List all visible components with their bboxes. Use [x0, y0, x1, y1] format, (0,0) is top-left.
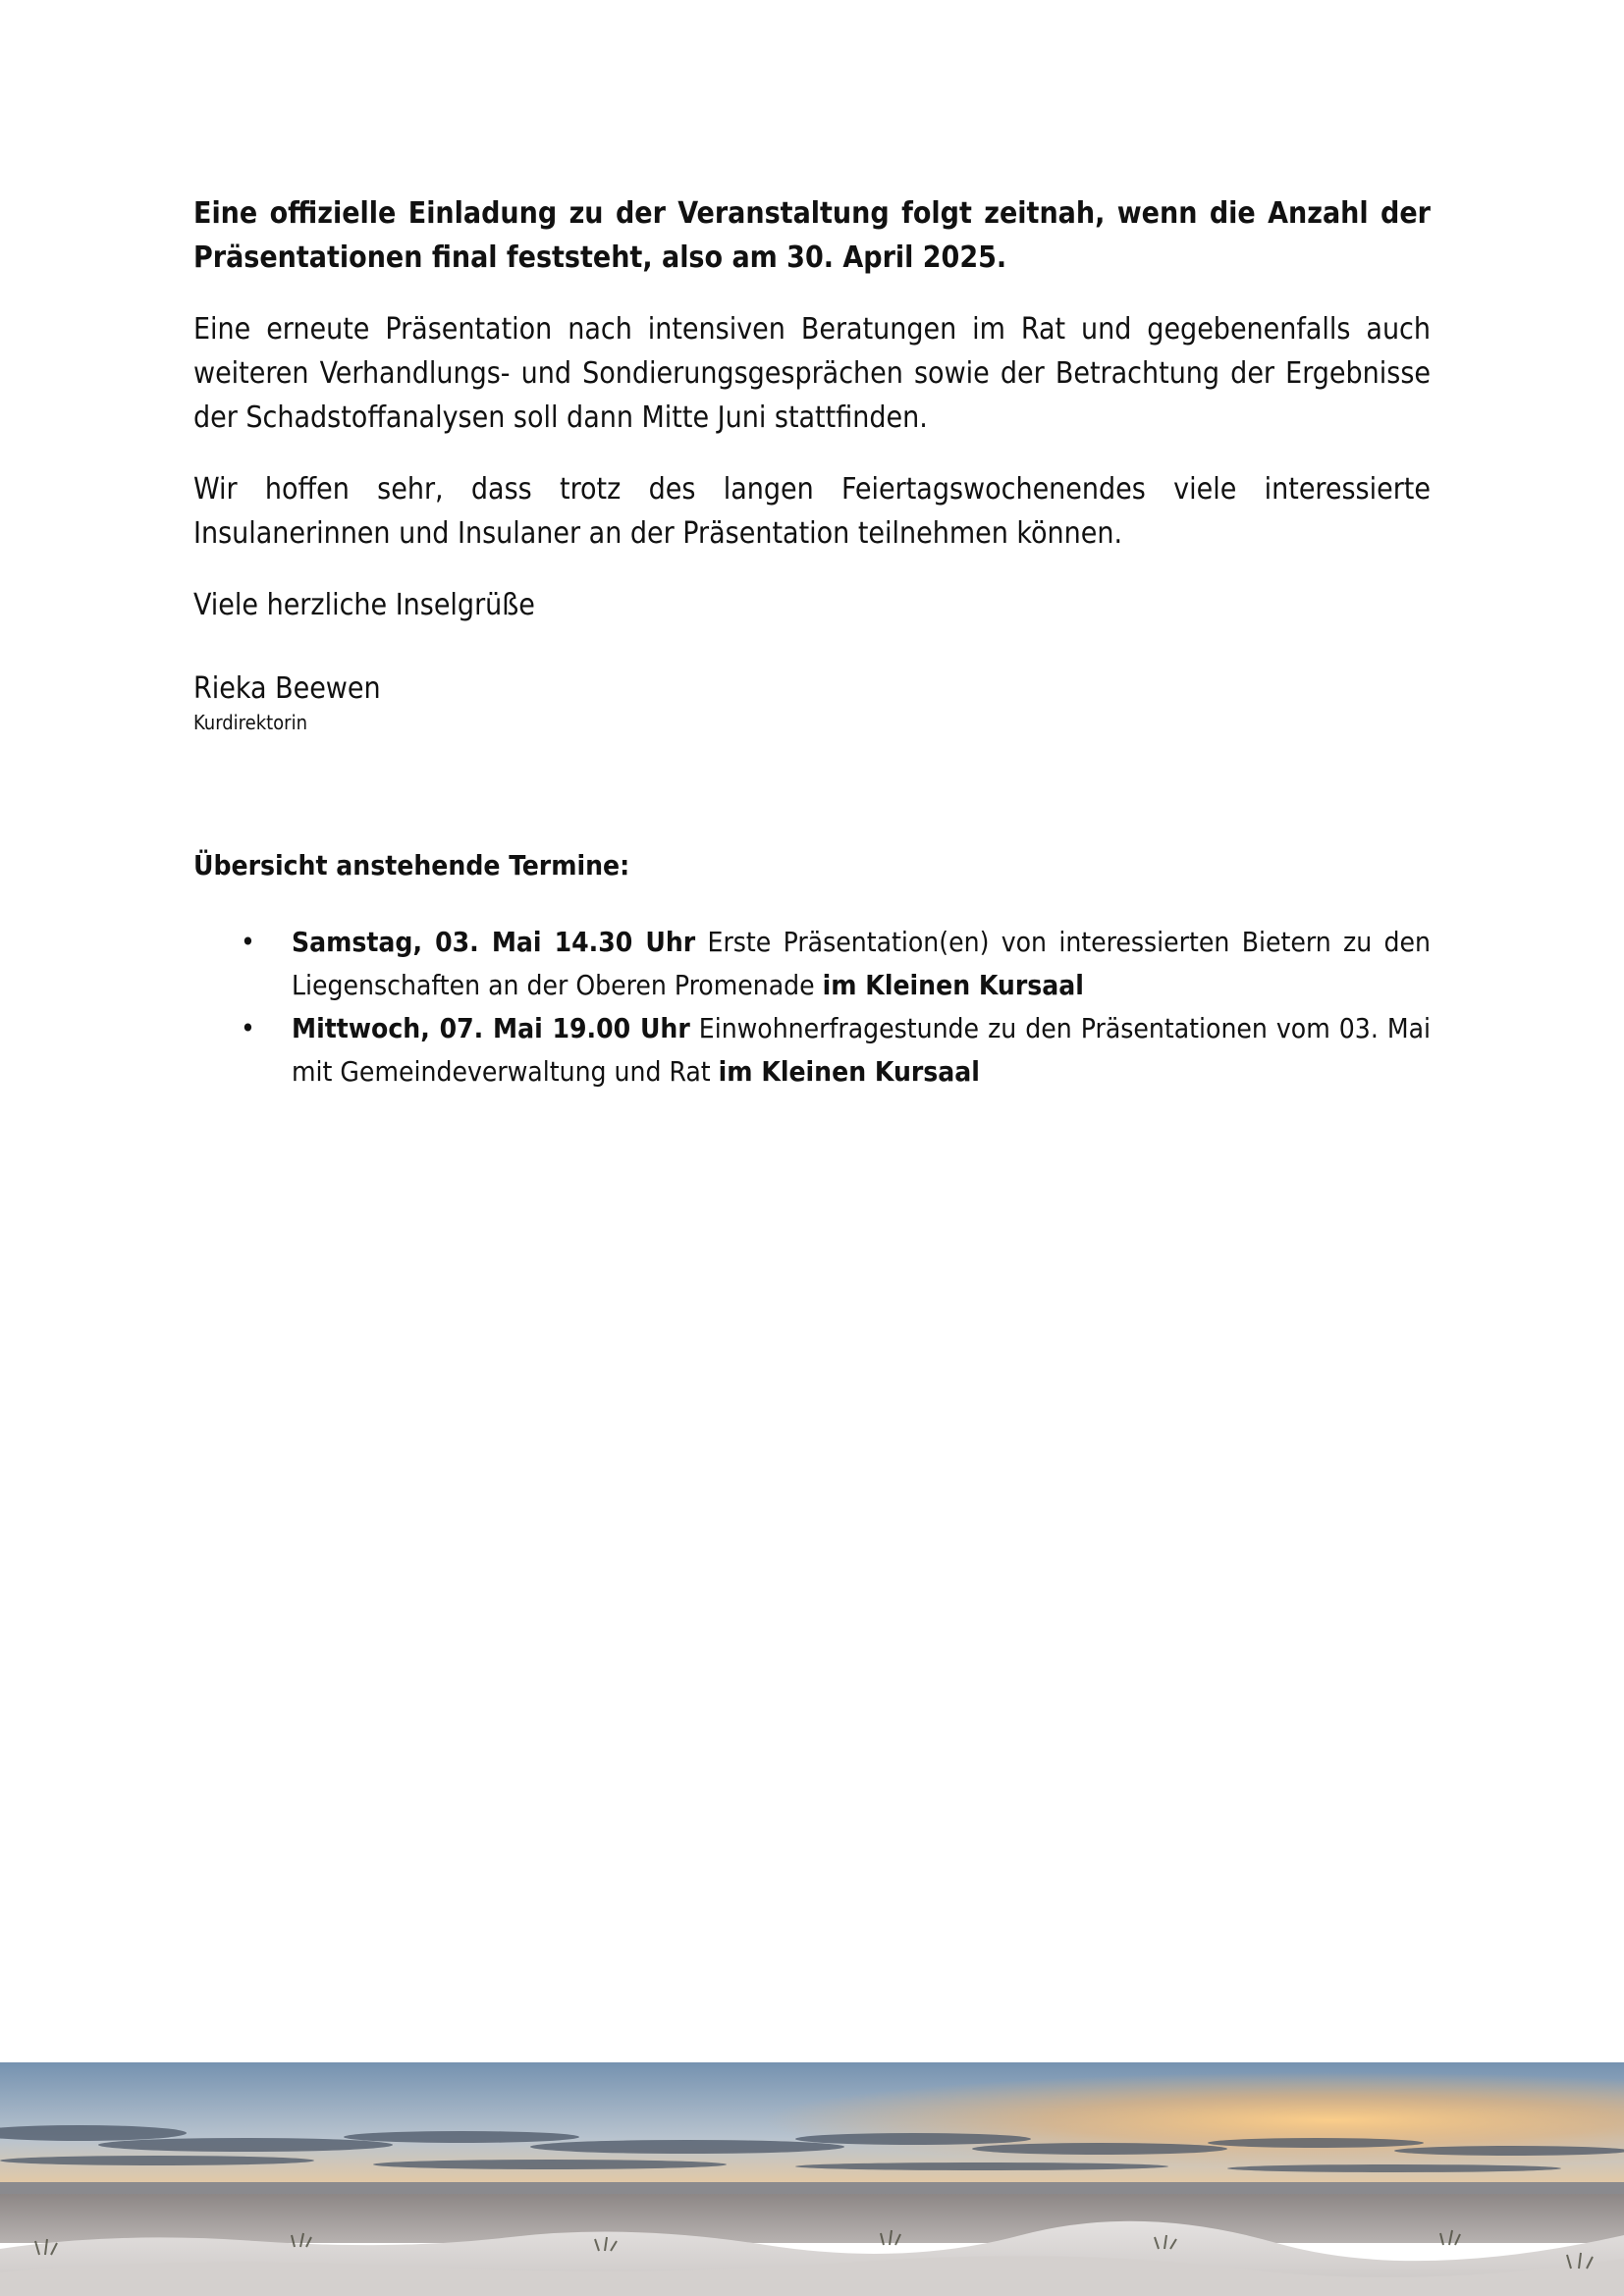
- schedule-list: [193, 921, 1431, 1094]
- greeting: Viele herzliche Inselgrüße: [193, 588, 535, 622]
- intro-paragraph: Eine offizielle Einladung zu der Veranstaltung folgt zeitnah, wenn die Anzahl der Präsentationen final feststeht, also am 30. April 2025.: [193, 196, 1431, 275]
- event-description: Erste Präsentation(en) von interessierten Bietern zu den Liegenschaften an der Oberen Promenade: [292, 926, 1431, 1001]
- signer-title: Kurdirektorin: [193, 711, 307, 734]
- signer-name: Rieka Beewen: [193, 671, 381, 706]
- paragraph-hope: Wir hoffen sehr, dass trotz des langen Feiertagswochenendes viele interessierte Insulanerinnen und Insulaner an der Präsentation teilnehmen können.: [193, 472, 1431, 551]
- bullet-icon: •: [241, 926, 255, 958]
- letter-page: [193, 191, 1431, 1094]
- beach-panorama-image: [0, 2062, 1624, 2296]
- schedule-item: [193, 921, 1431, 1007]
- event-description: Einwohnerfragestunde zu den Präsentationen vom 03. Mai mit Gemeindeverwaltung und Rat: [292, 1012, 1432, 1088]
- paragraph-presentation: Eine erneute Präsentation nach intensiven Beratungen im Rat und gegebenenfalls auch weiteren Verhandlungs- und Sondierungsgesprächen sowie der Betrachtung der Ergebnisse der Schadstoffanalysen soll dann Mitte Juni stattfinden.: [193, 312, 1431, 435]
- overview-heading: Übersicht anstehende Termine:: [193, 849, 630, 881]
- beach-sunset-banner: [0, 2062, 1624, 2296]
- bullet-icon: •: [241, 1012, 255, 1044]
- event-datetime: Mittwoch, 07. Mai 19.00 Uhr: [292, 1012, 690, 1044]
- event-location: im Kleinen Kursaal: [822, 969, 1084, 1001]
- event-datetime: Samstag, 03. Mai 14.30 Uhr: [292, 926, 696, 958]
- event-location: im Kleinen Kursaal: [718, 1055, 980, 1088]
- schedule-item: [193, 1007, 1431, 1094]
